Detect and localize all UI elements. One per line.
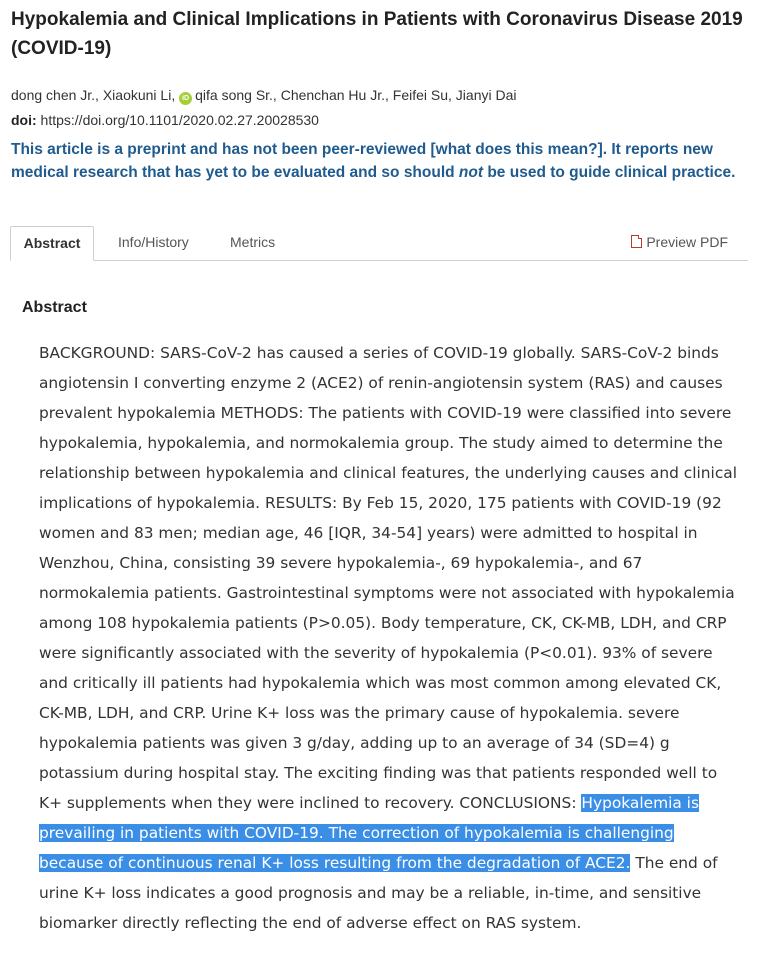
tab-info-history[interactable]: Info/History (118, 234, 189, 250)
article-tabs (10, 226, 748, 261)
authors-part-2[interactable]: qifa song Sr., Chenchan Hu Jr., Feifei Su, Jianyi Dai (195, 87, 517, 103)
doi-line (11, 110, 319, 130)
tab-metrics[interactable]: Metrics (230, 234, 276, 250)
tab-abstract[interactable]: Abstract (10, 226, 94, 261)
preview-pdf-label: Preview PDF (646, 234, 728, 250)
preview-pdf-link[interactable] (631, 226, 728, 259)
article-title: Hypokalemia and Clinical Implications in Patients with Coronavirus Disease 2019 (COVID-19) (11, 9, 743, 59)
orcid-icon[interactable]: iD (179, 92, 192, 105)
notice-text-2: be used to guide clinical practice. (483, 163, 736, 181)
preprint-notice (11, 139, 741, 184)
authors-part-1[interactable]: dong chen Jr., Xiaokuni Li, (11, 87, 180, 103)
abstract-text-main: BACKGROUND: SARS-CoV-2 has caused a series of COVID-19 globally. SARS-CoV-2 binds angiotensin I converting enzyme 2 (ACE2) of renin-angiotensin system (RAS) and causes prevalent hypokalemia METHODS: The patients with COVID-19 were classified into severe hypokalemia, hypokalemia, and normokalemia group. The study aimed to determine the relationship between hypokalemia and clinical features, the underlying causes and clinical implications of hypokalemia. RESULTS: By Feb 15, 2020, 175 patients with COVID-19 (92 women and 83 men; median age, 46 [IQR, 34-54] years) were admitted to hospital in Wenzhou, China, consisting 39 severe hypokalemia-, 69 hypokalemia-, and 67 normokalemia patients. Gastrointestinal symptoms were not associated with hypokalemia among 108 hypokalemia patients (P>0.05). Body temperature, CK, CK-MB, LDH, and CRP were significantly associated with the severity of hypokalemia (P<0.01). 93% of severe and critically ill patients had hypokalemia which was most common among elevated CK, CK-MB, LDH, and CRP. Urine K+ loss was the primary cause of hypokalemia. severe hypokalemia patients was given 3 g/day, adding up to an average of 34 (SD=4) g potassium during hospital stay. The exciting finding was that patients responded well to K+ supplements when they were inclined to recovery. CONCLUSIONS: (39, 344, 737, 812)
abstract-body (39, 338, 739, 938)
abstract-heading: Abstract (22, 299, 87, 316)
notice-text-1: This article is a preprint and has not been peer-reviewed [what does this mean?]. It reports new medical research that has yet to be evaluated and so should (11, 141, 713, 181)
pdf-icon (631, 235, 642, 248)
abstract-text-end: The end of urine K+ loss indicates a good prognosis and may be a reliable, in-time, and sensitive biomarker directly reflecting the end of adverse effect on RAS system. (39, 854, 718, 932)
notice-emphasis: not (458, 163, 484, 181)
abstract-highlighted-text[interactable]: Hypokalemia is prevailing in patients with COVID-19. The correction of hypokalemia is challenging because of continuous renal K+ loss resulting from the degradation of ACE2. (39, 794, 699, 872)
doi-label: doi: (11, 112, 37, 128)
doi-link[interactable]: https://doi.org/10.1101/2020.02.27.20028530 (40, 112, 319, 128)
author-list (11, 85, 517, 105)
